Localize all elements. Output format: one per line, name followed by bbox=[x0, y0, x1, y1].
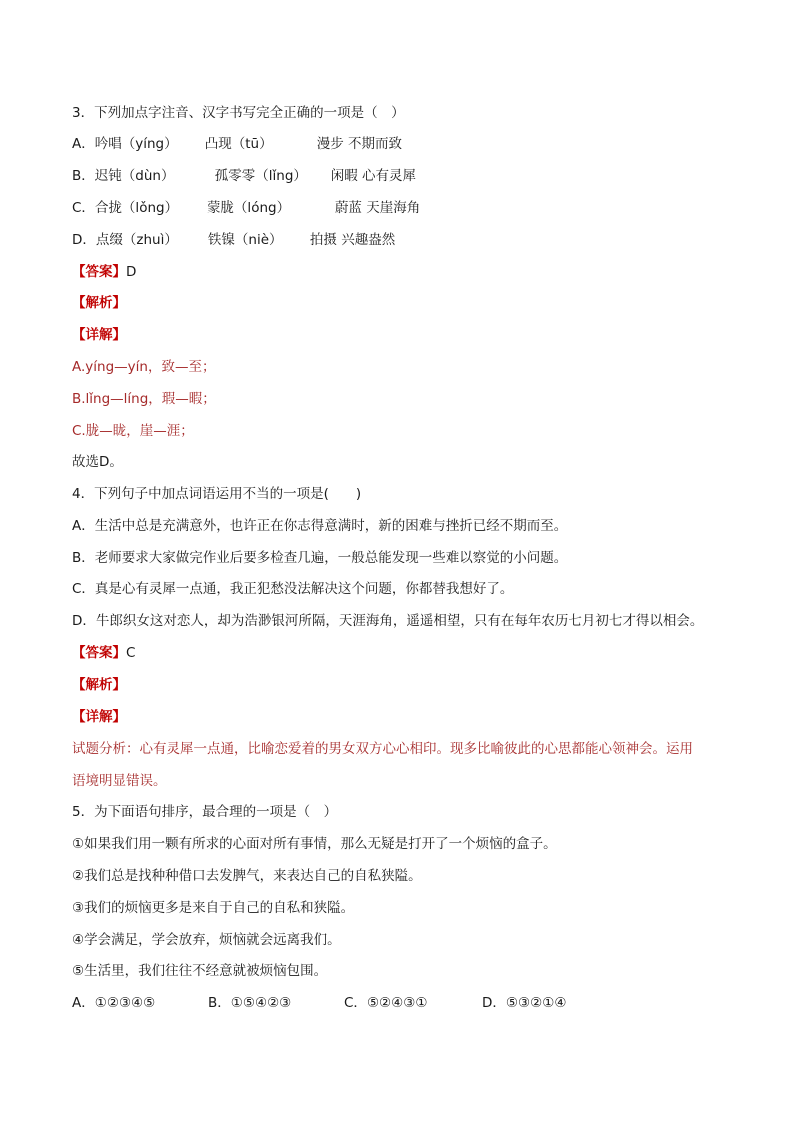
q5-choice-a bbox=[72, 994, 208, 1012]
q5-choice-b bbox=[208, 994, 344, 1012]
q3-answer-row bbox=[72, 263, 136, 281]
q5-choice-text: ⑤③②①④ bbox=[505, 995, 567, 1011]
q3-conclusion: 故选D。 bbox=[72, 454, 123, 470]
q3-option-letter: D． bbox=[72, 232, 96, 248]
q3-stem: 3．下列加点字注音、汉字书写完全正确的一项是（ ） bbox=[72, 105, 405, 121]
q4-analysis-label: 【解析】 bbox=[72, 677, 126, 693]
q4-option-d: D．牛郎织女这对恋人，却为浩渺银河所隔，天涯海角，遥遥相望，只有在每年农历七月初七才得以相会。 bbox=[72, 613, 704, 629]
q4-answer-row bbox=[72, 644, 135, 662]
q3-option-c-part1: 合拢（lǒng） bbox=[94, 200, 179, 216]
q3-detail-line-3: C.胧—眬，崖—涯； bbox=[72, 423, 194, 439]
q3-option-letter: B． bbox=[72, 168, 95, 184]
answer-label: 【答案】 bbox=[72, 645, 126, 661]
q3-option-d-part2: 铁镍（niè） bbox=[207, 232, 283, 248]
q3-option-c-part3: 蔚蓝 天崖海角 bbox=[334, 200, 421, 216]
q3-detail-line-1: A.yíng—yín，致—至； bbox=[72, 359, 216, 375]
q5-sentence-3: ③我们的烦恼更多是来自于自己的自私和狭隘。 bbox=[72, 900, 355, 916]
q3-option-b-part3: 闲暇 心有灵犀 bbox=[330, 168, 417, 184]
q3-detail-label: 【详解】 bbox=[72, 327, 126, 343]
q3-option-b bbox=[72, 167, 416, 185]
q5-choice-text: ①⑤④②③ bbox=[230, 995, 292, 1011]
q3-option-letter: C． bbox=[72, 200, 95, 216]
q3-option-a-part2: 凸现（tū） bbox=[204, 136, 273, 152]
q5-stem: 5．为下面语句排序，最合理的一项是（ ） bbox=[72, 804, 338, 820]
q5-sentence-4: ④学会满足，学会放弃，烦恼就会远离我们。 bbox=[72, 932, 341, 948]
q3-option-letter: A． bbox=[72, 136, 95, 152]
q5-choice-c bbox=[344, 994, 482, 1012]
q4-detail-label: 【详解】 bbox=[72, 709, 126, 725]
q4-option-a: A．生活中总是充满意外，也许正在你志得意满时，新的困难与挫折已经不期而至。 bbox=[72, 518, 568, 534]
q5-choice-letter: A． bbox=[72, 995, 95, 1011]
q4-answer-value: C bbox=[126, 645, 136, 661]
q5-sentence-5: ⑤生活里，我们往往不经意就被烦恼包围。 bbox=[72, 963, 328, 979]
q3-option-d bbox=[72, 231, 395, 249]
q3-option-c-part2: 蒙胧（lóng） bbox=[206, 200, 291, 216]
q3-option-b-part1: 迟钝（dùn） bbox=[94, 168, 175, 184]
q4-option-b: B．老师要求大家做完作业后要多检查几遍，一般总能发现一些难以察觉的小问题。 bbox=[72, 550, 568, 566]
q5-choice-text: ⑤②④③① bbox=[366, 995, 428, 1011]
q3-option-b-part2: 孤零零（lǐng） bbox=[214, 168, 307, 184]
q5-choice-letter: B． bbox=[208, 995, 231, 1011]
q3-option-d-part3: 拍摄 兴趣盎然 bbox=[309, 232, 396, 248]
answer-label: 【答案】 bbox=[72, 264, 126, 280]
q4-stem: 4．下列句子中加点词语运用不当的一项是( ) bbox=[72, 486, 362, 502]
q3-option-a-part1: 吟唱（yíng） bbox=[94, 136, 178, 152]
q5-sentence-1: ①如果我们用一颗有所求的心面对所有事情，那么无疑是打开了一个烦恼的盒子。 bbox=[72, 836, 557, 852]
q4-option-c: C．真是心有灵犀一点通，我正犯愁没法解决这个问题，你都替我想好了。 bbox=[72, 581, 514, 597]
q5-choice-letter: C． bbox=[344, 995, 367, 1011]
q3-analysis-label: 【解析】 bbox=[72, 295, 126, 311]
q4-detail-line-1: 试题分析：心有灵犀一点通，比喻恋爱着的男女双方心心相印。现多比喻彼此的心思都能心领神会。运用 bbox=[72, 741, 693, 757]
q3-answer-value: D bbox=[126, 264, 137, 280]
q3-detail-line-2: B.lǐng—líng，瑕—暇； bbox=[72, 391, 216, 407]
q5-choice-letter: D． bbox=[482, 995, 506, 1011]
q5-choice-text: ①②③④⑤ bbox=[94, 995, 156, 1011]
q4-detail-line-2: 语境明显错误。 bbox=[72, 773, 167, 789]
q3-option-a bbox=[72, 135, 402, 153]
q5-choices bbox=[72, 994, 566, 1012]
q3-option-d-part1: 点缀（zhuì） bbox=[95, 232, 178, 248]
q3-option-a-part3: 漫步 不期而致 bbox=[316, 136, 403, 152]
q3-option-c bbox=[72, 199, 420, 217]
q5-sentence-2: ②我们总是找种种借口去发脾气，来表达自己的自私狭隘。 bbox=[72, 868, 422, 884]
q5-choice-d bbox=[482, 994, 566, 1012]
